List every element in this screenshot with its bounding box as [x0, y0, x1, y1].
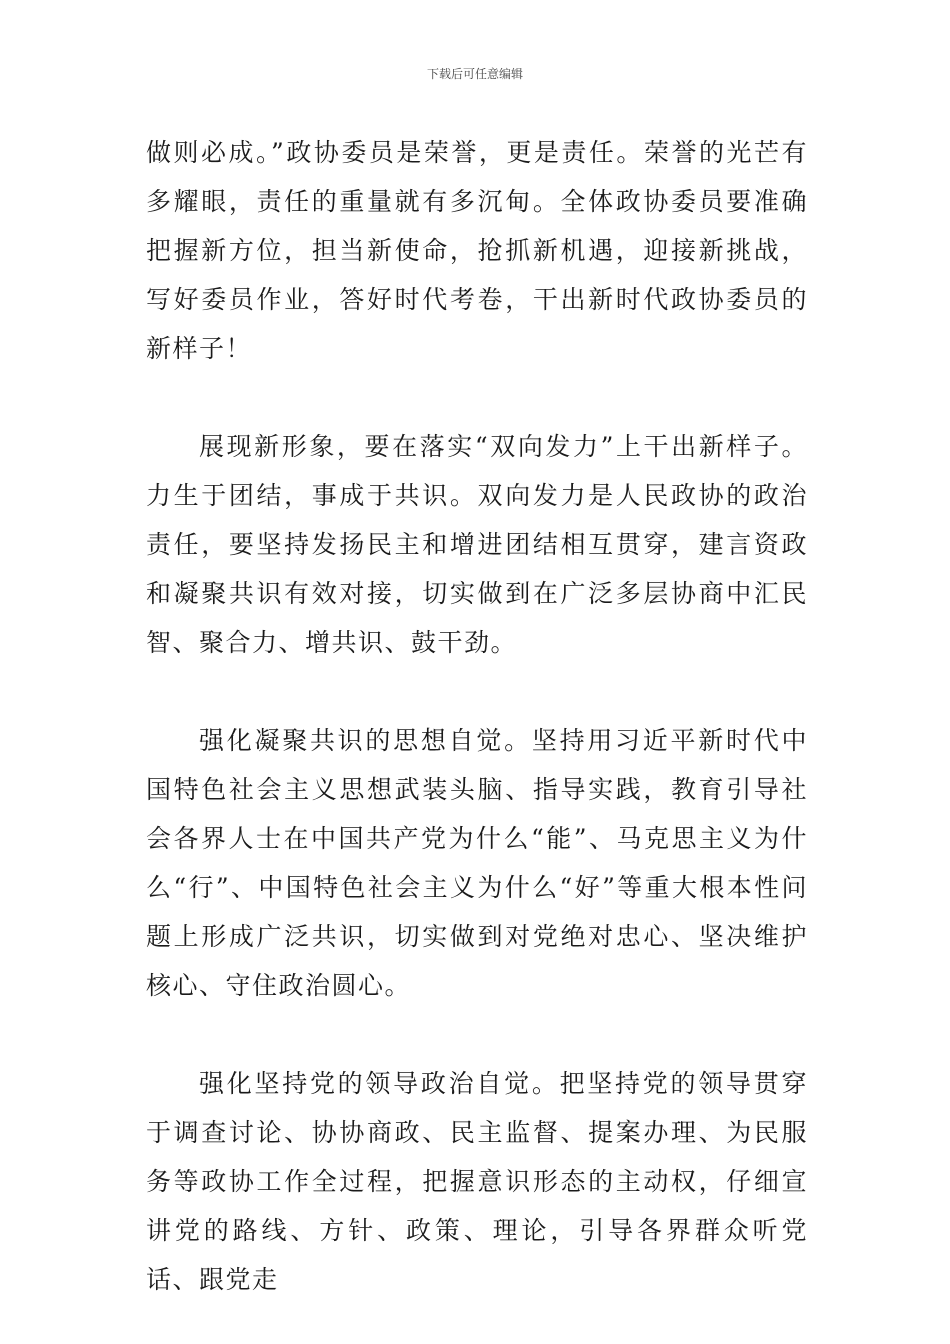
- paragraph-4: 强化坚持党的领导政治自觉。把坚持党的领导贯穿于调查讨论、协协商政、民主监督、提案办理、为民服务等政协工作全过程，把握意识形态的主动权，仔细宣讲党的路线、方针、政策、理论，引导各界群众听党话、跟党走: [146, 1069, 808, 1294]
- paragraph-2: 展现新形象，要在落实“双向发力”上干出新样子。力生于团结，事成于共识。双向发力是人民政协的政治责任，要坚持发扬民主和增进团结相互贯穿，建言资政和凝聚共识有效对接，切实做到在广泛多层协商中汇民智、聚合力、增共识、鼓干劲。: [146, 432, 808, 657]
- page-header: 下载后可任意编辑: [426, 67, 523, 81]
- paragraph-1: 做则必成。”政协委员是荣誉，更是责任。荣誉的光芒有多耀眼，责任的重量就有多沉甸。全体政协委员要准确把握新方位，担当新使命，抢抓新机遇，迎接新挑战，写好委员作业，答好时代考卷，干出新时代政协委员的新样子！: [146, 138, 808, 363]
- document-body: [146, 128, 808, 1304]
- paragraph-3: 强化凝聚共识的思想自觉。坚持用习近平新时代中国特色社会主义思想武装头脑、指导实践，教育引导社会各界人士在中国共产党为什么“能”、马克思主义为什么“行”、中国特色社会主义为什么“好”等重大根本性问题上形成广泛共识，切实做到对党绝对忠心、坚决维护核心、守住政治圆心。: [146, 726, 808, 1000]
